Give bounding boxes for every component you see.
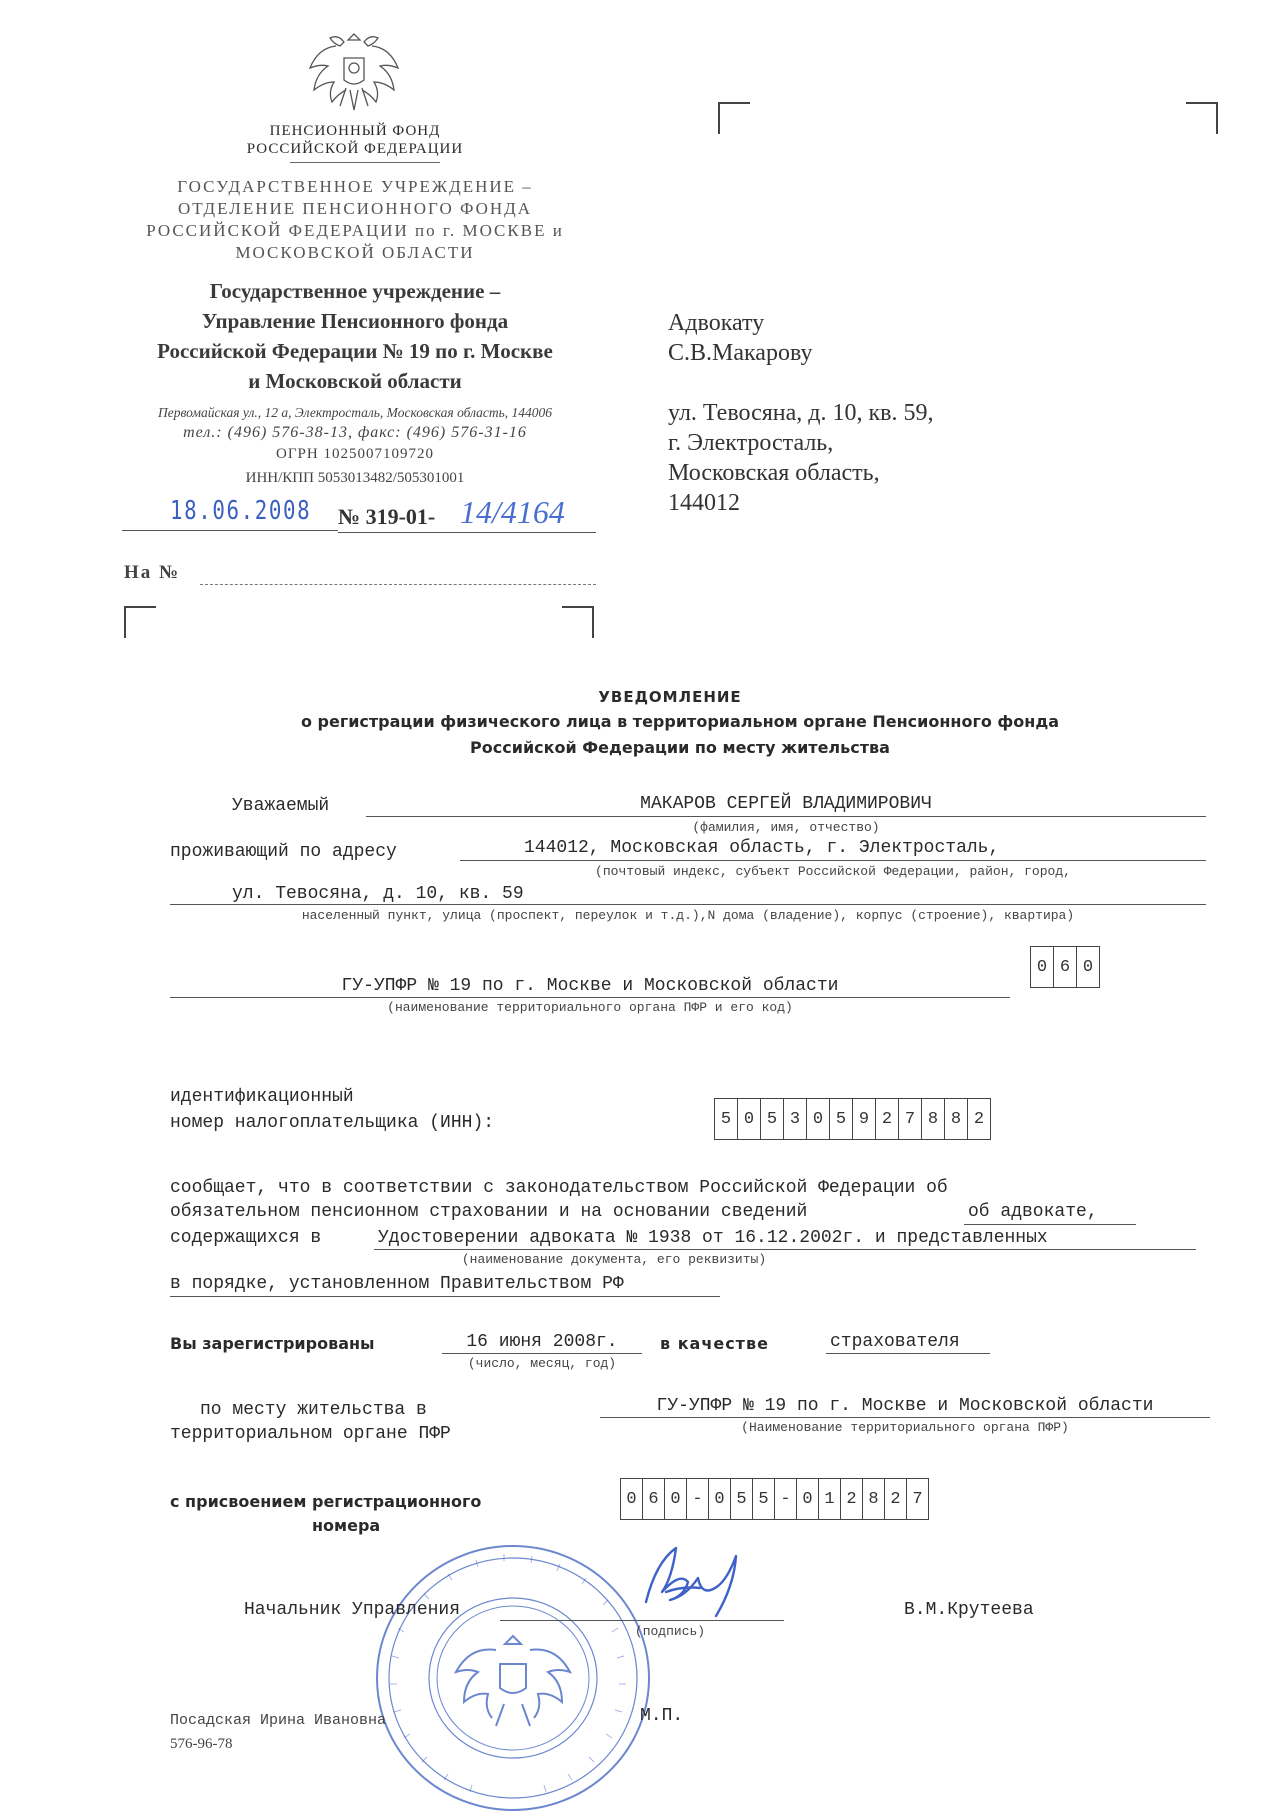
place-caption: (Наименование территориального органа ПФР) bbox=[741, 1420, 1069, 1435]
place-label: территориальном органе ПФР bbox=[170, 1424, 451, 1444]
as-value: страхователя bbox=[830, 1332, 960, 1352]
as-label: в качестве bbox=[660, 1334, 769, 1353]
organ-code-cells bbox=[1030, 946, 1100, 988]
code-digit: 0 bbox=[1031, 947, 1054, 987]
signature-caption: (подпись) bbox=[634, 1624, 706, 1639]
code-digit: 6 bbox=[1054, 947, 1077, 987]
sender-inn-kpp: ИНН/КПП 5053013482/505301001 bbox=[245, 470, 465, 486]
organ-underline bbox=[170, 997, 1010, 998]
executor-name: Посадская Ирина Ивановна bbox=[170, 1712, 387, 1729]
dear-label: Уважаемый bbox=[232, 796, 330, 816]
institution-line: МОСКОВСКОЙ ОБЛАСТИ bbox=[235, 243, 475, 262]
inn-digit: 5 bbox=[715, 1099, 738, 1139]
organ-caption: (наименование территориального органа ПФР и его код) bbox=[387, 1000, 793, 1015]
divider bbox=[290, 162, 440, 163]
place-underline bbox=[600, 1417, 1210, 1418]
body-line: содержащихся в bbox=[170, 1228, 322, 1248]
regnum-char: 1 bbox=[819, 1479, 841, 1519]
regnum-char: 6 bbox=[643, 1479, 665, 1519]
stamp-place: М.П. bbox=[640, 1706, 684, 1726]
street-underline bbox=[170, 904, 1206, 905]
place-label: по месту жительства в bbox=[200, 1400, 427, 1420]
inn-digit: 3 bbox=[784, 1099, 807, 1139]
number-underline bbox=[338, 532, 596, 533]
body-line: обязательном пенсионном страховании и на основании сведений bbox=[170, 1202, 808, 1222]
inn-digit: 9 bbox=[853, 1099, 876, 1139]
address-underline bbox=[460, 860, 1206, 861]
coat-of-arms-icon bbox=[306, 28, 402, 116]
notice-subtitle: о регистрации физического лица в территориальном органе Пенсионного фонда bbox=[300, 712, 1060, 731]
date-stamp: 18.06.2008 bbox=[170, 496, 312, 526]
regnum-cells bbox=[620, 1478, 929, 1520]
regnum-char: 2 bbox=[841, 1479, 863, 1519]
institution-line: ГОСУДАРСТВЕННОЕ УЧРЕЖДЕНИЕ – bbox=[177, 177, 533, 196]
signatory-name: В.М.Крутеева bbox=[904, 1600, 1034, 1620]
document-caption: (наименование документа, его реквизиты) bbox=[461, 1252, 767, 1267]
office-line: Управление Пенсионного фонда bbox=[201, 309, 509, 333]
address-corner bbox=[124, 606, 156, 638]
street-caption: населенный пункт, улица (проспект, переулок и т.д.),N дома (владение), корпус (строение), квартира) bbox=[301, 908, 1075, 923]
recipient-line: С.В.Макарову bbox=[668, 340, 813, 366]
inn-digit: 8 bbox=[945, 1099, 968, 1139]
sender-org-line2: РОССИЙСКОЙ ФЕДЕРАЦИИ bbox=[246, 141, 464, 157]
address-value: 144012, Московская область, г. Электросталь, bbox=[524, 838, 1000, 858]
recipient-line: Московская область, bbox=[668, 460, 880, 486]
registered-date: 16 июня 2008г. bbox=[466, 1332, 618, 1352]
executor-phone: 576-96-78 bbox=[170, 1736, 233, 1752]
regnum-char: 0 bbox=[621, 1479, 643, 1519]
regnum-char: 5 bbox=[753, 1479, 775, 1519]
as-underline bbox=[826, 1353, 990, 1354]
date-caption: (число, месяц, год) bbox=[467, 1356, 617, 1371]
body-underline bbox=[170, 1296, 720, 1297]
regnum-char: - bbox=[687, 1479, 709, 1519]
fio-underline bbox=[366, 816, 1206, 817]
outgoing-handwritten: 14/4164 bbox=[460, 494, 565, 530]
inn-digit: 5 bbox=[761, 1099, 784, 1139]
regnum-char: - bbox=[775, 1479, 797, 1519]
value-underline bbox=[964, 1224, 1136, 1225]
fio-caption: (фамилия, имя, отчество) bbox=[692, 820, 880, 835]
street-value: ул. Тевосяна, д. 10, кв. 59 bbox=[232, 884, 524, 904]
inn-label bbox=[170, 1084, 494, 1136]
inn-digit: 2 bbox=[876, 1099, 899, 1139]
inn-digit: 7 bbox=[899, 1099, 922, 1139]
recipient-line: Адвокату bbox=[668, 310, 765, 336]
regnum-char: 5 bbox=[731, 1479, 753, 1519]
body-line: в порядке, установленном Правительством РФ bbox=[170, 1274, 624, 1294]
signatory-position: Начальник Управления bbox=[244, 1600, 461, 1620]
recipient-address bbox=[668, 398, 933, 518]
address-label: проживающий по адресу bbox=[170, 842, 397, 862]
regnum-char: 2 bbox=[885, 1479, 907, 1519]
address-corner bbox=[562, 606, 594, 638]
inn-digit: 8 bbox=[922, 1099, 945, 1139]
office-line: Российской Федерации № 19 по г. Москве bbox=[157, 339, 553, 363]
reference-underline bbox=[200, 584, 596, 585]
sender-phones: тел.: (496) 576-38-13, факс: (496) 576-31-16 bbox=[183, 424, 527, 441]
sender-org-line1: ПЕНСИОННЫЙ ФОНД bbox=[269, 123, 441, 139]
reference-label: На № bbox=[124, 562, 181, 583]
institution-line: РОССИЙСКОЙ ФЕДЕРАЦИИ по г. МОСКВЕ и bbox=[146, 221, 564, 240]
regnum-char: 0 bbox=[797, 1479, 819, 1519]
regnum-char: 8 bbox=[863, 1479, 885, 1519]
body-line-value: об адвокате, bbox=[968, 1202, 1098, 1222]
place-value: ГУ-УПФР № 19 по г. Москве и Московской области bbox=[656, 1396, 1154, 1416]
address-corner bbox=[718, 102, 750, 134]
inn-digit: 0 bbox=[807, 1099, 830, 1139]
institution-block bbox=[110, 176, 600, 264]
inn-digit: 2 bbox=[973, 1109, 985, 1129]
regnum-char: 7 bbox=[912, 1489, 923, 1509]
regnum-label: номера bbox=[312, 1516, 381, 1535]
body-line: сообщает, что в соответствии с законодательством Российской Федерации об bbox=[170, 1178, 948, 1198]
sender-address: Первомайская ул., 12 а, Электросталь, Московская область, 144006 bbox=[157, 405, 553, 420]
address-corner bbox=[1186, 102, 1218, 134]
inn-label-line: номер налогоплательщика (ИНН): bbox=[170, 1113, 495, 1133]
recipient-line: ул. Тевосяна, д. 10, кв. 59, bbox=[668, 400, 934, 426]
signature-underline bbox=[500, 1620, 784, 1621]
code-digit: 0 bbox=[1082, 957, 1094, 977]
inn-cells bbox=[714, 1098, 991, 1140]
inn-label-line: идентификационный bbox=[170, 1087, 354, 1107]
inn-digit: 0 bbox=[738, 1099, 761, 1139]
outgoing-number: № 319-01- bbox=[338, 504, 436, 529]
document-value: Удостоверении адвоката № 1938 от 16.12.2002г. и представленных bbox=[378, 1228, 1048, 1248]
date-underline bbox=[442, 1353, 642, 1354]
sender-org-name bbox=[220, 122, 490, 158]
recipient-name bbox=[668, 308, 812, 368]
address-caption: (почтовый индекс, субъект Российской Федерации, район, город, bbox=[595, 864, 1071, 879]
regnum-label: с присвоением регистрационного bbox=[170, 1492, 482, 1511]
notice-title: УВЕДОМЛЕНИЕ bbox=[598, 688, 742, 706]
regnum-char: 0 bbox=[665, 1479, 687, 1519]
office-block bbox=[110, 276, 600, 396]
registered-label: Вы зарегистрированы bbox=[170, 1334, 375, 1353]
document-underline bbox=[374, 1249, 1196, 1250]
regnum-char: 0 bbox=[709, 1479, 731, 1519]
fio-value: МАКАРОВ СЕРГЕЙ ВЛАДИМИРОВИЧ bbox=[640, 794, 932, 814]
recipient-line: г. Электросталь, bbox=[668, 430, 834, 456]
notice-subtitle: Российской Федерации по месту жительства bbox=[470, 738, 890, 757]
institution-line: ОТДЕЛЕНИЕ ПЕНСИОННОГО ФОНДА bbox=[177, 199, 533, 218]
organ-value: ГУ-УПФР № 19 по г. Москве и Московской области bbox=[341, 976, 839, 996]
inn-digit: 5 bbox=[830, 1099, 853, 1139]
sender-ogrn: ОГРН 1025007109720 bbox=[276, 446, 434, 462]
recipient-line: 144012 bbox=[668, 490, 740, 516]
office-line: и Московской области bbox=[248, 369, 462, 393]
office-line: Государственное учреждение – bbox=[209, 279, 501, 303]
date-underline bbox=[122, 530, 338, 531]
